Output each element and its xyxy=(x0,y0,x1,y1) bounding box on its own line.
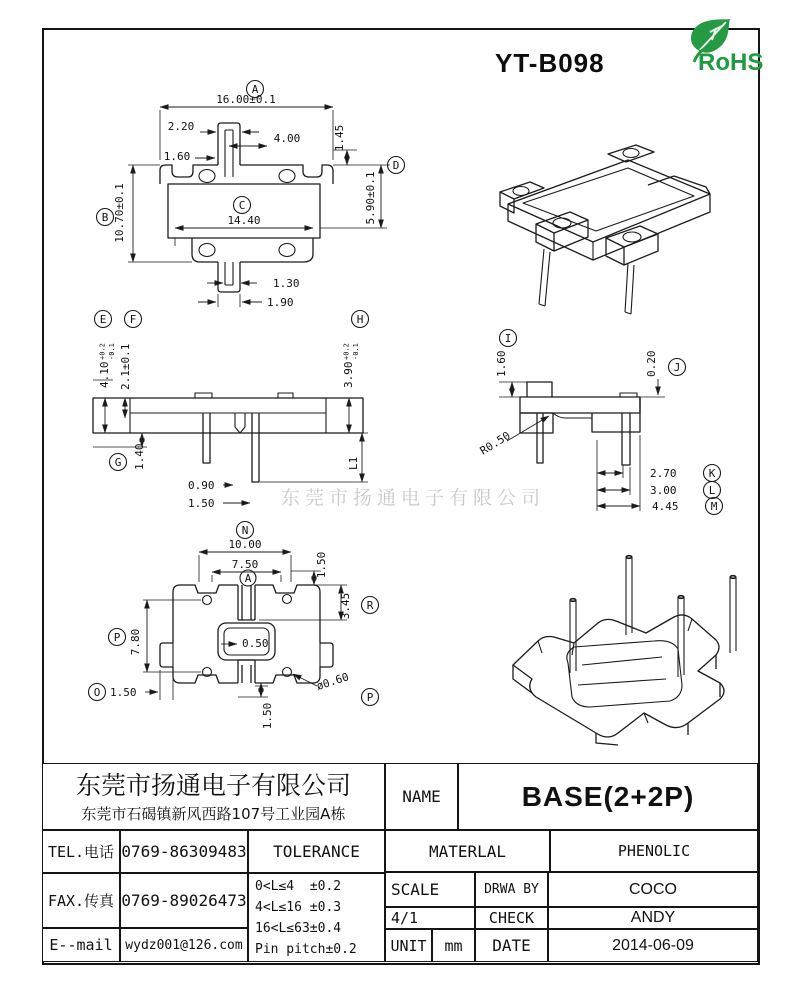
label-L: L xyxy=(708,484,716,497)
date-value: 2014-06-09 xyxy=(548,929,758,962)
dim-1-50: 1.50 xyxy=(188,497,215,510)
label-A: A xyxy=(251,83,259,96)
company-address: 东莞市石碣镇新风西路107号工业园A栋 xyxy=(81,804,346,823)
company-watermark: 东莞市扬通电子有限公司 xyxy=(281,487,546,509)
label-P-left: P xyxy=(113,631,121,644)
label-A2: A xyxy=(244,572,252,585)
fax-label: FAX.传真 xyxy=(42,873,120,928)
dim-1-60: 1.60 xyxy=(163,150,191,163)
label-O: O xyxy=(93,686,101,699)
tolerance-row: 0<L≤4 ±0.2 xyxy=(255,878,342,894)
name-label: NAME xyxy=(385,763,458,830)
dim-3-90: 3.90 xyxy=(342,361,355,388)
top-view-drawing xyxy=(95,80,415,315)
dim-10-70: 10.70±0.1 xyxy=(113,183,126,243)
fax-value: 0769-89026473 xyxy=(120,873,248,928)
company-name: 东莞市扬通电子有限公司 xyxy=(75,771,351,801)
label-N: N xyxy=(241,524,249,537)
label-G: G xyxy=(114,456,122,469)
label-C: C xyxy=(238,199,246,212)
tol-3-90-dn: -0.1 xyxy=(352,343,360,360)
tol-4-10-up: +0.2 xyxy=(98,343,107,360)
rohs-logo xyxy=(664,18,764,80)
iso-view-bottom xyxy=(478,545,758,755)
label-H: H xyxy=(356,313,364,326)
dim-1-30: 1.30 xyxy=(273,277,300,290)
dim-1-60: 1.60 xyxy=(495,350,508,377)
label-E: E xyxy=(99,313,107,326)
dim-14-40: 14.40 xyxy=(227,214,261,227)
label-D: D xyxy=(392,159,400,172)
dim-1-40: 1.40 xyxy=(133,443,146,470)
dim-1-50-top: 1.50 xyxy=(315,551,328,579)
bottom-view-drawing xyxy=(85,520,400,750)
dim-2-1: 2.1±0.1 xyxy=(119,343,132,390)
tolerance-row: Pin pitch±0.2 xyxy=(255,941,357,957)
rohs-label: RoHS xyxy=(698,49,764,76)
tolerance-row: 4<L≤16 ±0.3 xyxy=(255,899,342,915)
dim-1-50-left: 1.50 xyxy=(110,686,137,699)
scale-value: 4/1 xyxy=(385,907,475,929)
tol-4-10-dn: -0.1 xyxy=(108,343,116,360)
tolerance-body xyxy=(248,873,385,962)
dim-1-45: 1.45 xyxy=(333,124,346,152)
dim-1-90: 1.90 xyxy=(267,296,294,309)
email-label: E--mail xyxy=(42,928,120,962)
label-J: J xyxy=(673,361,681,374)
dim-pin-diameter: ø0.60 xyxy=(314,670,351,693)
dim-0-20: 0.20 xyxy=(645,350,658,377)
tol-3-90-up: +0.2 xyxy=(342,343,351,360)
check-value: ANDY xyxy=(548,907,758,929)
tolerance-row: 16<L≤63±0.4 xyxy=(255,920,342,936)
dim-4-10: 4.10 xyxy=(98,361,111,388)
dim-10-00: 10.00 xyxy=(228,538,262,551)
dim-3-00: 3.00 xyxy=(650,484,677,497)
dim-1-50-bottom: 1.50 xyxy=(261,702,274,730)
tolerance-header: TOLERANCE xyxy=(248,830,385,873)
drawn-by-value: COCO xyxy=(548,872,758,907)
company-block xyxy=(42,763,385,830)
dim-0-50: 0.50 xyxy=(242,637,269,650)
label-P-right: P xyxy=(366,691,374,704)
scale-label: SCALE xyxy=(385,872,475,907)
email-value: wydz001@126.com xyxy=(120,928,248,962)
name-value: BASE(2+2P) xyxy=(458,763,758,830)
dim-2-70: 2.70 xyxy=(650,467,677,480)
unit-label: UNIT xyxy=(385,929,432,962)
dim-5-90: 5.90±0.1 xyxy=(364,171,377,225)
dim-3-45: 3.45 xyxy=(339,592,352,620)
iso-view-top xyxy=(478,132,748,317)
material-value: PHENOLIC xyxy=(550,830,758,872)
date-label: DATE xyxy=(475,929,548,962)
label-R: R xyxy=(366,599,374,612)
drawn-by-label: DRWA BY xyxy=(475,872,548,907)
unit-value: mm xyxy=(432,929,475,962)
label-K: K xyxy=(708,467,716,480)
label-B: B xyxy=(101,211,109,224)
dim-16-00: 16.00±0.1 xyxy=(216,93,276,106)
label-L1: L1 xyxy=(347,456,360,470)
dim-7-50: 7.50 xyxy=(231,558,259,571)
dim-4-45: 4.45 xyxy=(652,500,679,513)
dim-r0-50: R0.50 xyxy=(477,428,513,458)
material-label: MATERLAL xyxy=(385,830,550,872)
dim-4-00: 4.00 xyxy=(273,132,301,145)
dim-7-80: 7.80 xyxy=(129,628,142,656)
dim-2-20: 2.20 xyxy=(167,120,195,133)
tel-label: TEL.电话 xyxy=(42,830,120,873)
label-F: F xyxy=(129,313,137,326)
dim-0-90: 0.90 xyxy=(188,479,215,492)
label-I: I xyxy=(504,332,512,345)
part-number-title: YT-B098 xyxy=(495,48,605,78)
label-M: M xyxy=(710,500,718,513)
check-label: CHECK xyxy=(475,907,548,929)
tel-value: 0769-86309483 xyxy=(120,830,248,873)
